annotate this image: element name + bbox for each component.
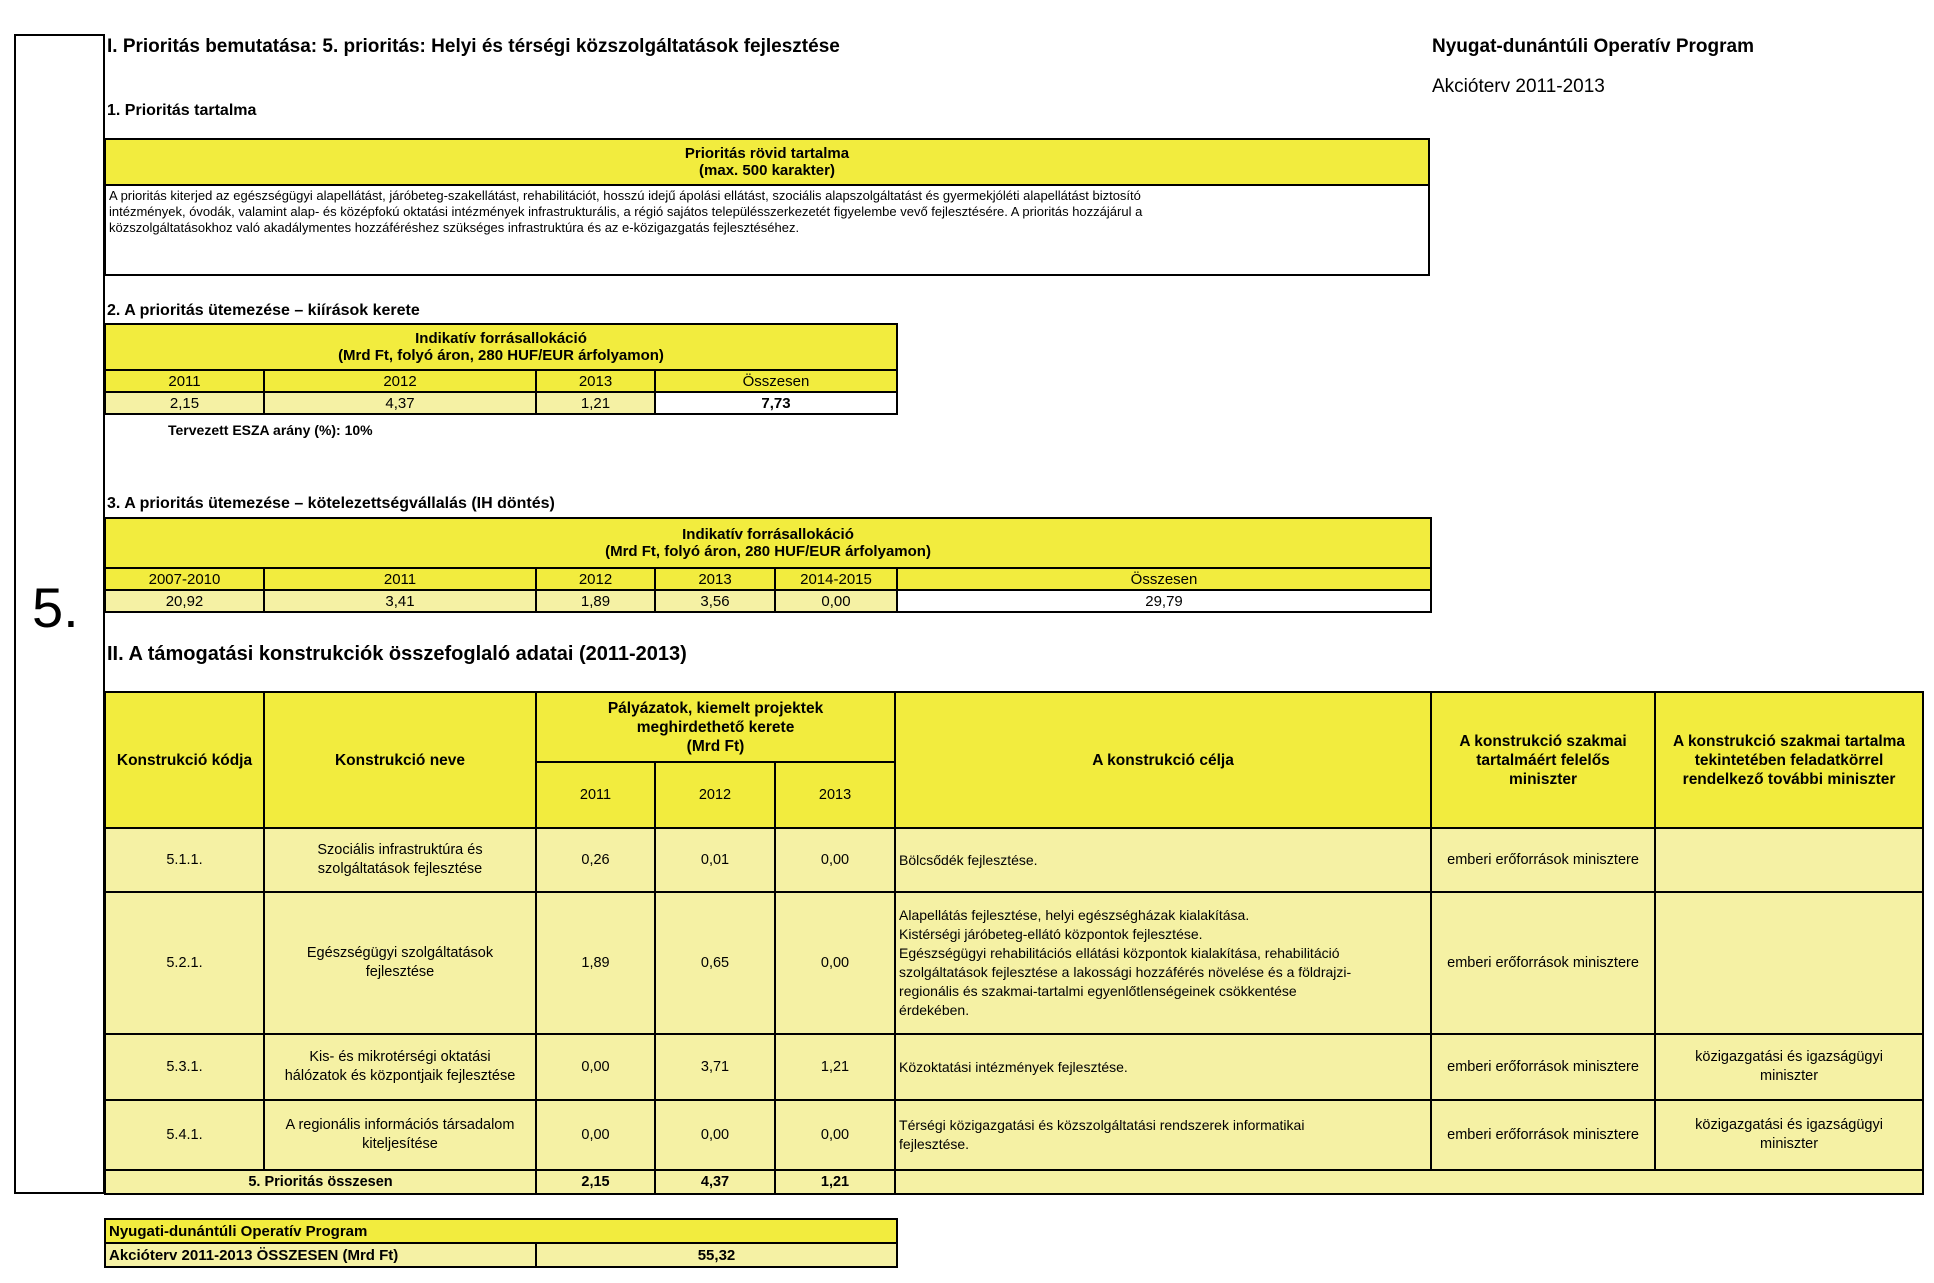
commitment-title: Indikatív forrásallokáció [682,526,854,543]
priority-content-header [105,139,1429,185]
value-cell: 4,37 [264,392,536,414]
content-line: intézmények, óvodák, valamint alap- és középfokú oktatási intézmények infrastrukturális, a régió sajátos településszerkezetét figyelembe vevő fejlesztésére. A prioritás hozzájárul a [109,204,1143,219]
section3-heading: 3. A prioritás ütemezése – kötelezettségvállalás (IH döntés) [107,495,555,512]
minister-line: miniszter [1760,1136,1819,1152]
section1-heading: 1. Prioritás tartalma [107,102,257,119]
aim-line: regionális és szakmai-tartalmi egyenlőtlenségeinek csökkentése [899,983,1297,999]
row-code: 5.2.1. [105,892,264,1034]
minister-line: közigazgatási és igazságügyi [1695,1117,1883,1133]
row-value-2013: 0,00 [775,892,895,1034]
priority-content-limit: (max. 500 karakter) [699,162,835,179]
row-value-2011: 0,00 [536,1034,655,1100]
minister-line: közigazgatási és igazságügyi [1695,1049,1883,1065]
row-name-line: szolgáltatások fejlesztése [317,861,483,877]
total-row [105,1170,1923,1194]
aim-line: Közoktatási intézmények fejlesztése. [899,1058,1128,1075]
value-cell: 3,41 [264,590,536,612]
row-code: 5.3.1. [105,1034,264,1100]
row-name-line: fejlesztése [365,964,435,980]
header-line: rendelkező további miniszter [1682,770,1896,788]
aim-line: fejlesztése. [899,1136,970,1152]
row-value-2013: 0,00 [775,1100,895,1170]
value-cell: 3,56 [655,590,775,612]
header-budget [536,692,895,762]
aim-line: Alapellátás fejlesztése, helyi egészségházak kialakítása. [899,907,1250,923]
row-minister-responsible: emberi erőforrások minisztere [1431,892,1655,1034]
table-row [105,892,1923,1034]
row-minister-other [1655,1100,1923,1170]
value-cell: 1,21 [536,392,655,414]
row-minister-responsible: emberi erőforrások minisztere [1431,1034,1655,1100]
row-name [264,1100,536,1170]
row-aim [895,1100,1431,1170]
header-line: tartalmáért felelős [1476,751,1610,769]
column-header: Összesen [897,568,1431,590]
aim-line: érdekében. [899,1002,970,1018]
row-name-line: A regionális információs társadalom [285,1117,515,1133]
row-name-line: kiteljesítése [362,1136,438,1152]
total-2012: 4,37 [655,1170,775,1194]
header-line: A konstrukció szakmai tartalma [1673,732,1906,750]
row-name-line: Kis- és mikrotérségi oktatási [309,1049,491,1065]
column-header: 2014-2015 [775,568,897,590]
header-year: 2011 [536,762,655,828]
header-budget-line: (Mrd Ft) [686,737,745,755]
aim-line: Egészségügyi rehabilitációs ellátási központok kialakítása, rehabilitáció [899,945,1340,961]
header-budget-line: Pályázatok, kiemelt projektek [607,699,824,717]
header-aim: A konstrukció célja [895,692,1431,828]
summary-program: Nyugati-dunántúli Operatív Program [105,1219,897,1243]
summary-value: 55,32 [536,1243,897,1267]
header-line: tekintetében feladatkörrel [1694,751,1884,769]
total-cell: 29,79 [897,590,1431,612]
header-line: miniszter [1509,770,1578,788]
row-minister-other [1655,828,1923,892]
header-year: 2012 [655,762,775,828]
column-header: 2007-2010 [105,568,264,590]
row-value-2013: 0,00 [775,828,895,892]
allocation-table [104,323,898,415]
esza-ratio: Tervezett ESZA arány (%): 10% [168,422,373,438]
value-cell: 2,15 [105,392,264,414]
summary-label: Akcióterv 2011-2013 ÖSSZESEN (Mrd Ft) [105,1243,536,1267]
allocation-subtitle: (Mrd Ft, folyó áron, 280 HUF/EUR árfolyamon) [338,347,664,364]
row-name [264,1034,536,1100]
value-cell: 20,92 [105,590,264,612]
row-aim [895,828,1431,892]
header-minister-responsible [1431,692,1655,828]
content-line: A prioritás kiterjed az egészségügyi alapellátást, járóbeteg-szakellátást, rehabilitációt, hosszú idejű ápolási ellátást, szociális alapszolgáltatást és gyermekjóléti alapellátást biztosító [109,188,1141,203]
section-ii-heading: II. A támogatási konstrukciók összefoglaló adatai (2011-2013) [107,643,687,665]
header-name: Konstrukció neve [264,692,536,828]
table-row [105,1034,1923,1100]
row-value-2012: 0,65 [655,892,775,1034]
row-name [264,828,536,892]
content-line: közszolgáltatásokhoz való akadálymentes hozzáféréshez szükséges infrastruktúra és az e-közigazgatás fejlesztéséhez. [109,220,800,235]
column-header: 2013 [536,370,655,392]
table-row [105,828,1923,892]
priority-content-table [104,138,1430,276]
row-aim [895,1034,1431,1100]
commitment-header [105,518,1431,568]
column-header: 2011 [264,568,536,590]
column-header: 2011 [105,370,264,392]
allocation-header [105,324,897,370]
aim-line: szolgáltatások fejlesztése a lakossági hozzáférés növelése és a földrajzi- [899,964,1352,980]
row-value-2012: 0,01 [655,828,775,892]
row-value-2011: 0,00 [536,1100,655,1170]
program-name: Nyugat-dunántúli Operatív Program [1432,36,1754,57]
priority-content-text [105,185,1429,275]
row-minister-other [1655,892,1923,1034]
column-header: 2012 [264,370,536,392]
row-name-line: hálózatok és központjaik fejlesztése [284,1068,516,1084]
row-minister-responsible: emberi erőforrások minisztere [1431,828,1655,892]
column-header: 2012 [536,568,655,590]
priority-content-title: Prioritás rövid tartalma [684,145,850,162]
total-row-filler [895,1170,1923,1194]
commitment-subtitle: (Mrd Ft, folyó áron, 280 HUF/EUR árfolyamon) [605,543,931,560]
action-plan-label: Akcióterv 2011-2013 [1432,76,1605,97]
constructions-table [104,691,1924,1195]
commitment-table [104,517,1432,613]
summary-table [104,1218,898,1268]
row-value-2012: 0,00 [655,1100,775,1170]
page-title: I. Prioritás bemutatása: 5. prioritás: Helyi és térségi közszolgáltatások fejlesztése [107,36,840,57]
aim-line: Bölcsődék fejlesztése. [899,851,1038,868]
aim-line: Térségi közigazgatási és közszolgáltatási rendszerek informatikai [899,1117,1305,1133]
aim-line: Kistérségi járóbeteg-ellátó központok fejlesztése. [899,926,1203,942]
column-header: Összesen [655,370,897,392]
row-name [264,892,536,1034]
row-value-2013: 1,21 [775,1034,895,1100]
section2-heading: 2. A prioritás ütemezése – kiírások kerete [107,302,420,319]
row-minister-responsible: emberi erőforrások minisztere [1431,1100,1655,1170]
header-budget-line: meghirdethető kerete [636,718,795,736]
row-name-line: Egészségügyi szolgáltatások [306,945,494,961]
row-aim [895,892,1431,1034]
allocation-title: Indikatív forrásallokáció [415,330,587,347]
row-value-2011: 1,89 [536,892,655,1034]
table-row [105,1100,1923,1170]
total-2013: 1,21 [775,1170,895,1194]
row-name-line: Szociális infrastruktúra és [317,842,483,858]
row-value-2011: 0,26 [536,828,655,892]
minister-line: miniszter [1760,1068,1819,1084]
header-minister-other [1655,692,1923,828]
header-year: 2013 [775,762,895,828]
section-number: 5. [32,576,79,639]
value-cell: 0,00 [775,590,897,612]
row-code: 5.4.1. [105,1100,264,1170]
header-line: A konstrukció szakmai [1459,732,1627,750]
row-code: 5.1.1. [105,828,264,892]
total-cell: 7,73 [655,392,897,414]
row-value-2012: 3,71 [655,1034,775,1100]
total-label: 5. Prioritás összesen [105,1170,536,1194]
row-minister-other [1655,1034,1923,1100]
header-code: Konstrukció kódja [105,692,264,828]
total-2011: 2,15 [536,1170,655,1194]
value-cell: 1,89 [536,590,655,612]
column-header: 2013 [655,568,775,590]
